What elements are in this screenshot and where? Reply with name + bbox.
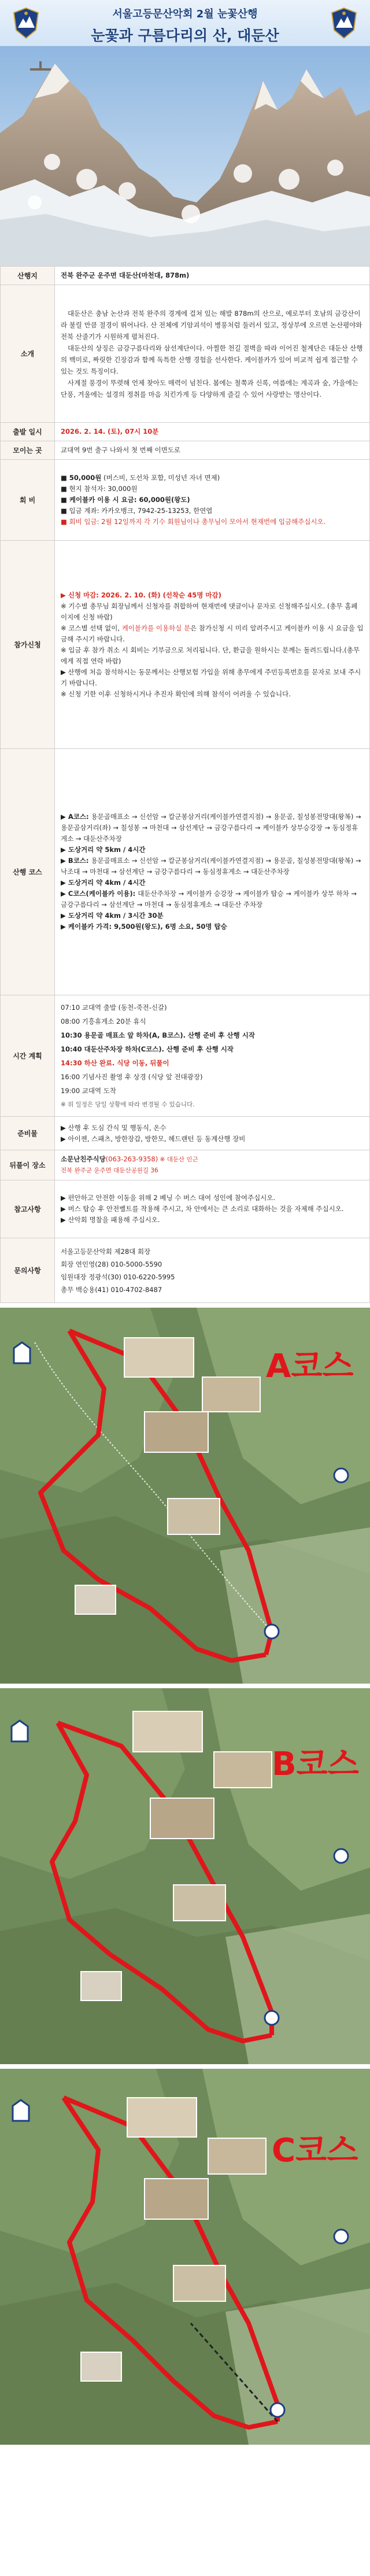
row-apply xyxy=(1,541,370,749)
course-a xyxy=(61,811,364,844)
map-marker-icon xyxy=(14,1342,30,1363)
fee-line: ■ 현지 참석자: 30,000원 xyxy=(61,485,138,493)
schedule-item: 14:30 하산 완료. 식당 이동, 뒤풀이 xyxy=(61,1058,169,1067)
course-b-title: ▶ B코스: xyxy=(61,857,91,865)
apply-line: ※ 기수별 총무님 회장님께서 신청자를 취합하여 현재번에 댓글이나 문자로 신청해주십시오. (총무 홈페이지에 신청 바랍) xyxy=(61,601,358,621)
label-meeting: 모이는 곳 xyxy=(1,441,55,460)
header xyxy=(0,0,370,46)
course-cable-price: ▶ 케이블카 가격: 9,500원(왕도), 6명 소요, 50명 탑승 xyxy=(61,922,227,931)
row-prep xyxy=(1,1117,370,1150)
info-table xyxy=(0,266,370,1303)
apply-text: ※ 코스별 선택 없이, xyxy=(61,623,122,632)
title-line-1: 서울고등문산악회 2월 눈꽃산행 xyxy=(112,8,258,20)
value-date: 2026. 2. 14. (토), 07시 10분 xyxy=(55,423,370,441)
label-apply: 참가신청 xyxy=(1,541,55,749)
map-marker-icon xyxy=(265,1625,279,1638)
spacer xyxy=(0,1303,370,1308)
value-contact xyxy=(55,1238,370,1303)
label-notes: 참고사항 xyxy=(1,1180,55,1238)
contact-line: 회장 연인영(28) 010-5000-5590 xyxy=(61,1260,162,1268)
fee-line xyxy=(61,473,364,484)
value-intro xyxy=(55,285,370,423)
schedule-item: 10:30 용문골 매표소 앞 하차(A, B코스). 산행 준비 후 산행 시작 xyxy=(61,1031,255,1039)
party-name: 소문난친주식당 xyxy=(61,1155,106,1163)
label-intro: 소개 xyxy=(1,285,55,423)
value-party xyxy=(55,1150,370,1180)
value-course xyxy=(55,749,370,995)
course-a-distance: ▶ 도상거리 약 5km / 4시간 xyxy=(61,846,146,854)
value-fee xyxy=(55,460,370,541)
schedule-item: 07:10 교대역 출발 (동천-죽전-신갈) xyxy=(61,1003,167,1012)
map-course-a xyxy=(0,1308,370,1684)
value-prep xyxy=(55,1117,370,1150)
map-course-label: B코스 xyxy=(272,1745,359,1783)
apply-cable-highlight: 케이블카를 이용하실 분 xyxy=(121,623,191,632)
apply-line: ▶ 신청 마감: 2026. 2. 10. (화) (선착순 45명 마감) xyxy=(61,591,221,599)
fee-line: ■ 회비 입금: 2월 12일까지 각 기수 회원님이나 총무님이 모아서 현재번에 입금해주십시오. xyxy=(61,518,326,526)
map-marker-icon xyxy=(13,2100,29,2121)
course-c-route: 대둔산주차장 → 케이블카 승강장 → 케이블카 탑승 → 케이블카 상부 하차 → 금강구름다리 → 삼선계단 → 마천대 → 동심정휴게소 → 대둔산 주차장 xyxy=(61,890,357,909)
map-marker-icon xyxy=(334,1468,348,1482)
apply-text: 은 참가신청 시 미리 알려주시고 케이블카 이용 시 요금을 입금해 주시기 바랍니다. xyxy=(61,623,364,643)
row-date xyxy=(1,423,370,441)
row-intro xyxy=(1,285,370,423)
course-b-route: 용문골매표소 → 신선암 → 칼군봉삼거리(케이블카연결지점) → 용문골, 칠성봉전망대(왕복) → 낙조대 → 마천대 → 삼선계단 → 금강구름다리 → 동심정휴게소 → 대둔산주차장 xyxy=(61,857,361,876)
value-mountain: 전북 완주군 운주면 대둔산(마천대, 878m) xyxy=(55,267,370,285)
club-emblem-icon xyxy=(13,7,39,39)
apply-line: ▶ 산행에 처음 참석하시는 동문께서는 산행보험 가입을 위해 총무에게 주민등록번호를 문자로 보내 주시기 바랍니다. xyxy=(61,667,361,687)
contact-line: 임원대장 정광석(30) 010-6220-5995 xyxy=(61,1272,175,1281)
apply-line xyxy=(61,623,364,645)
row-notes xyxy=(1,1180,370,1238)
notes-line: ▶ 편안하고 안전한 이동을 위해 2 베닝 수 버스 대여 성인에 참여주십시오. xyxy=(61,1194,276,1202)
value-schedule xyxy=(55,995,370,1117)
notes-line: ▶ 산악회 명찰을 패용해 주십시오. xyxy=(61,1216,160,1224)
label-party: 뒤풀이 장소 xyxy=(1,1150,55,1180)
party-phone: (063-263-9358) xyxy=(105,1155,158,1163)
club-emblem-icon xyxy=(331,7,357,39)
schedule-item: 19:00 교대역 도착 xyxy=(61,1086,116,1095)
intro-paragraph: 대둔산은 충남 논산과 전북 완주의 경계에 걸쳐 있는 해발 878m의 산으로, 예로부터 호남의 금강산이라 불릴 만큼 절경이 뛰어나다. 산 전체에 기암괴석이 병풍처럼 둘러서 있고, 정상부에 오르면 논산평야와 전북 산줄기가 시원하게 펼쳐진다. xyxy=(61,309,362,341)
row-contact xyxy=(1,1238,370,1303)
schedule-item: 08:00 기흥휴게소 20분 휴식 xyxy=(61,1017,146,1025)
notes-line: ▶ 버스 탑승 후 안전벨트를 착용해 주시고, 차 안에서는 큰 소리로 대화하는 것을 자제해 주십시오. xyxy=(61,1205,344,1213)
row-schedule xyxy=(1,995,370,1117)
map-marker-icon xyxy=(265,2011,279,2025)
prep-line: ▶ 산행 후 도심 간식 및 행동식, 온수 xyxy=(61,1123,166,1132)
fee-amount-note: (버스비, 도선차 포함, 미성년 자녀 면제) xyxy=(101,474,220,482)
fee-line: ■ 케이블카 이용 시 요금: 60,000원(왕도) xyxy=(61,496,190,504)
label-course: 산행 코스 xyxy=(1,749,55,995)
schedule-item: ※ 위 일정은 당일 상황에 따라 변경될 수 있습니다. xyxy=(61,1101,195,1108)
row-meeting xyxy=(1,441,370,460)
row-mountain xyxy=(1,267,370,285)
course-a-route: 용문골매표소 → 신선암 → 칼군봉삼거리(케이블카연결지점) → 용문골, 칠성봉전망대(왕복) → 용문골삼거리(좌) → 칠성봉 → 마천대 → 삼선계단 → 금강구름다리 → 케이블카 상부승강장 → 동심정휴게소 → 대둔산주차장 xyxy=(61,813,361,843)
schedule-item: 16:00 기념사진 촬영 후 상경 (식당 앞 전대광장) xyxy=(61,1072,203,1081)
party-line xyxy=(61,1154,364,1165)
course-c-distance: ▶ 도상거리 약 4km / 3시간 30분 xyxy=(61,911,164,920)
party-address: 전북 완주군 운주면 대둔산공원길 36 xyxy=(61,1167,158,1174)
course-b xyxy=(61,855,364,877)
value-apply xyxy=(55,541,370,749)
map-course-label: C코스 xyxy=(272,2132,358,2169)
apply-line: ※ 신청 기한 이후 신청하시거나 추진자 확인에 의해 참석이 어려울 수 있습니다. xyxy=(61,689,291,698)
label-schedule: 시간 계획 xyxy=(1,995,55,1117)
map-course-c xyxy=(0,2069,370,2445)
map-marker-icon xyxy=(12,1721,28,1741)
course-c xyxy=(61,888,364,910)
intro-paragraph: 사계절 풍경이 뚜렷해 언제 찾아도 매력이 넘친다. 봄에는 철쭉과 신록, 여름에는 계곡과 숲, 가을에는 단풍, 겨울에는 설경의 정취를 마음 치킨가게 등 다양하게 즐길 수 있어 사랑받는 명산이다. xyxy=(61,378,358,398)
spacer xyxy=(0,2064,370,2069)
label-contact: 문의사항 xyxy=(1,1238,55,1303)
contact-line: 서울고등문산악회 제28대 회장 xyxy=(61,1247,151,1256)
label-fee: 회 비 xyxy=(1,460,55,541)
fee-line: ■ 입금 계좌: 카카오뱅크, 7942-25-13253, 한연엽 xyxy=(61,507,213,515)
map-course-label: A코스 xyxy=(266,1348,354,1385)
label-prep: 준비물 xyxy=(1,1117,55,1150)
title-line-2: 눈꽃과 구름다리의 산, 대둔산 xyxy=(91,27,279,44)
mountain-photo xyxy=(0,46,370,266)
value-meeting: 교대역 9번 출구 나와서 첫 번째 이면도로 xyxy=(55,441,370,460)
course-a-title: ▶ A코스: xyxy=(61,813,91,821)
map-marker-icon xyxy=(271,2403,284,2417)
intro-paragraph: 대둔산의 상징은 금강구름다리와 삼선계단이다. 아찔한 천길 절벽을 따라 이어진 철계단은 대둔산 산행의 백미로, 짜릿한 긴장감과 함께 독특한 산행 경험을 선사한다. 케이블카가 있어 비교적 쉽게 접근할 수 있는 것도 특징이다. xyxy=(61,344,363,375)
apply-line: ※ 입금 후 참가 취소 시 회비는 기부금으로 처리됩니다. 단, 환급을 원하시는 분께는 돌려드립니다.(총무에게 직접 연락 바랍) xyxy=(61,645,360,665)
map-course-b xyxy=(0,1688,370,2064)
label-date: 출발 일시 xyxy=(1,423,55,441)
row-fee xyxy=(1,460,370,541)
party-note: ※ 대둔산 인근 xyxy=(158,1156,198,1163)
label-mountain: 산행지 xyxy=(1,267,55,285)
prep-line: ▶ 아이젠, 스패츠, 방한장갑, 방한모, 헤드랜턴 등 동계산행 장비 xyxy=(61,1134,246,1143)
spacer xyxy=(0,1684,370,1688)
row-party xyxy=(1,1150,370,1180)
map-marker-icon xyxy=(334,2230,348,2243)
schedule-item: 10:40 대둔산주차장 하차(C코스). 산행 준비 후 산행 시작 xyxy=(61,1045,234,1053)
map-marker-icon xyxy=(334,1849,348,1863)
row-course xyxy=(1,749,370,995)
value-notes xyxy=(55,1180,370,1238)
contact-line: 총무 백승용(41) 010-4702-8487 xyxy=(61,1285,162,1294)
course-b-distance: ▶ 도상거리 약 4km / 4시간 xyxy=(61,879,146,887)
course-c-title: ▶ C코스(케이블카 이용): xyxy=(61,890,138,898)
fee-amount: ■ 50,000원 xyxy=(61,474,102,482)
